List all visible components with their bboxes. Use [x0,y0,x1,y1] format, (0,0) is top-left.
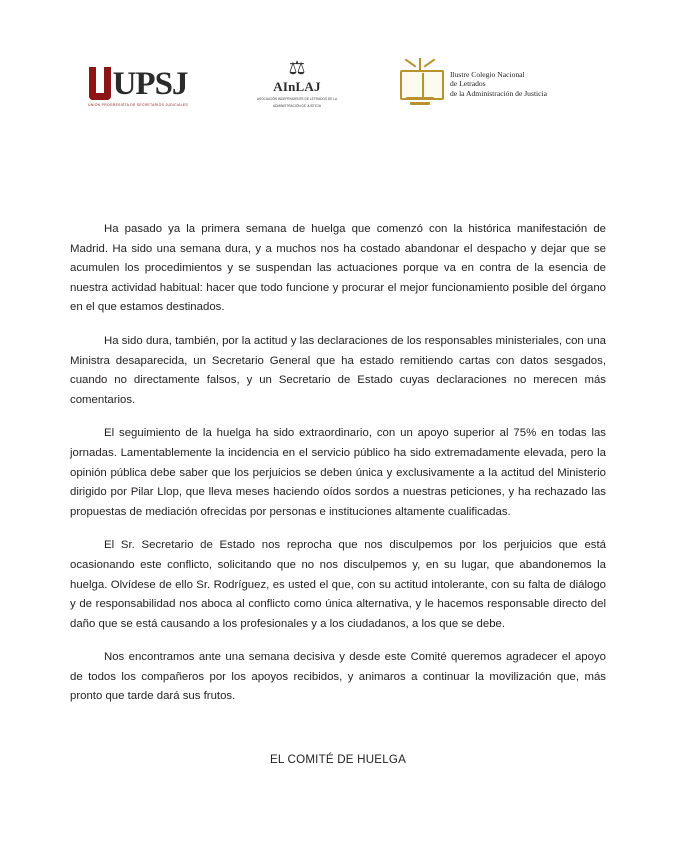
signature-line: EL COMITÉ DE HUELGA [269,753,407,767]
colegio-line3: de la Administración de Justicia [450,88,548,98]
scales-of-justice-icon: ⚖ [288,58,306,80]
logo-ainlaj [243,59,351,108]
upsj-word: UPSJ [112,66,188,102]
paragraph: Ha pasado ya la primera semana de huelga que comenzó con la histórica manifestación de Madrid. Ha sido una semana dura, y a muchos nos ha costado abandonar el despacho y dejar que se acumulen los procedimientos y se suspendan las actuaciones porque va en contra de la esencia de nuestra actividad habitual: hacer que todo funcione y procurar el mejor funcionamiento posible del órgano en el que estamos destinados. [70,223,606,314]
paragraph: Ha sido dura, también, por la actitud y las declaraciones de los responsables ministeriales, con una Ministra desaparecida, un Secretario General que ha estado remitiendo cartas con datos sesgados, cuando no directamente falsos, y un Secretario de Estado cuyas declaraciones no merecen más comentarios. [70,334,606,406]
colegio-text [450,70,547,98]
ainlaj-subtitle-line1: ASOCIACIÓN INDEPENDIENTE DE LETRADOS DE LA [256,97,338,102]
upsj-subtitle: UNIÓN PROGRESISTA DE SECRETARIOS JUDICIALES [87,103,188,107]
book-crest-icon [397,58,443,110]
logo-colegio [397,58,597,110]
document-body [0,220,676,766]
paragraph: El seguimiento de la huelga ha sido extraordinario, con un apoyo superior al 75% en todas las jornadas. Lamentablemente la incidencia en el servicio público ha sido extremadamente elevada, pero la opinión pública debe saber que los perjuicios se deben única y exclusivamente a la actitud del Ministerio dirigido por Pilar Llop, que lleva meses haciendo oídos sordos a nuestras peticiones, y ha rechazado las propuestas de mediación ofrecidas por personas e instituciones altamente cualificadas. [70,427,606,518]
ainlaj-subtitle-line2: ADMINISTRACIÓN DE JUSTICIA [273,104,321,108]
colegio-line2: de Letrados [450,79,486,89]
logo-upsj [79,60,197,108]
upsj-wordmark [89,60,188,100]
ainlaj-word: AInLAJ [273,79,321,95]
paragraph: Nos encontramos ante una semana decisiva y desde este Comité queremos agradecer el apoyo de todos los compañeros por los apoyos recibidos, y animaros a continuar la movilización que, más pronto que tarde dará sus frutos. [70,651,606,703]
upsj-u-icon [89,67,111,100]
logo-bar [0,0,676,120]
colegio-line1: Ilustre Colegio Nacional [450,69,525,79]
paragraph: El Sr. Secretario de Estado nos reprocha que nos disculpemos por los perjuicios que está ocasionando este conflicto, solicitando que no nos disculpemos y, en su lugar, que abandonemos la huelga. Olvídese de ello Sr. Rodríguez, es usted el que, con su actitud intolerante, con su falta de diálogo y de responsabilidad nos aboca al conflicto como única alternativa, y le hacemos responsable directo del daño que se está causando a los profesionales y a los ciudadanos, a los que se debe. [70,539,606,630]
